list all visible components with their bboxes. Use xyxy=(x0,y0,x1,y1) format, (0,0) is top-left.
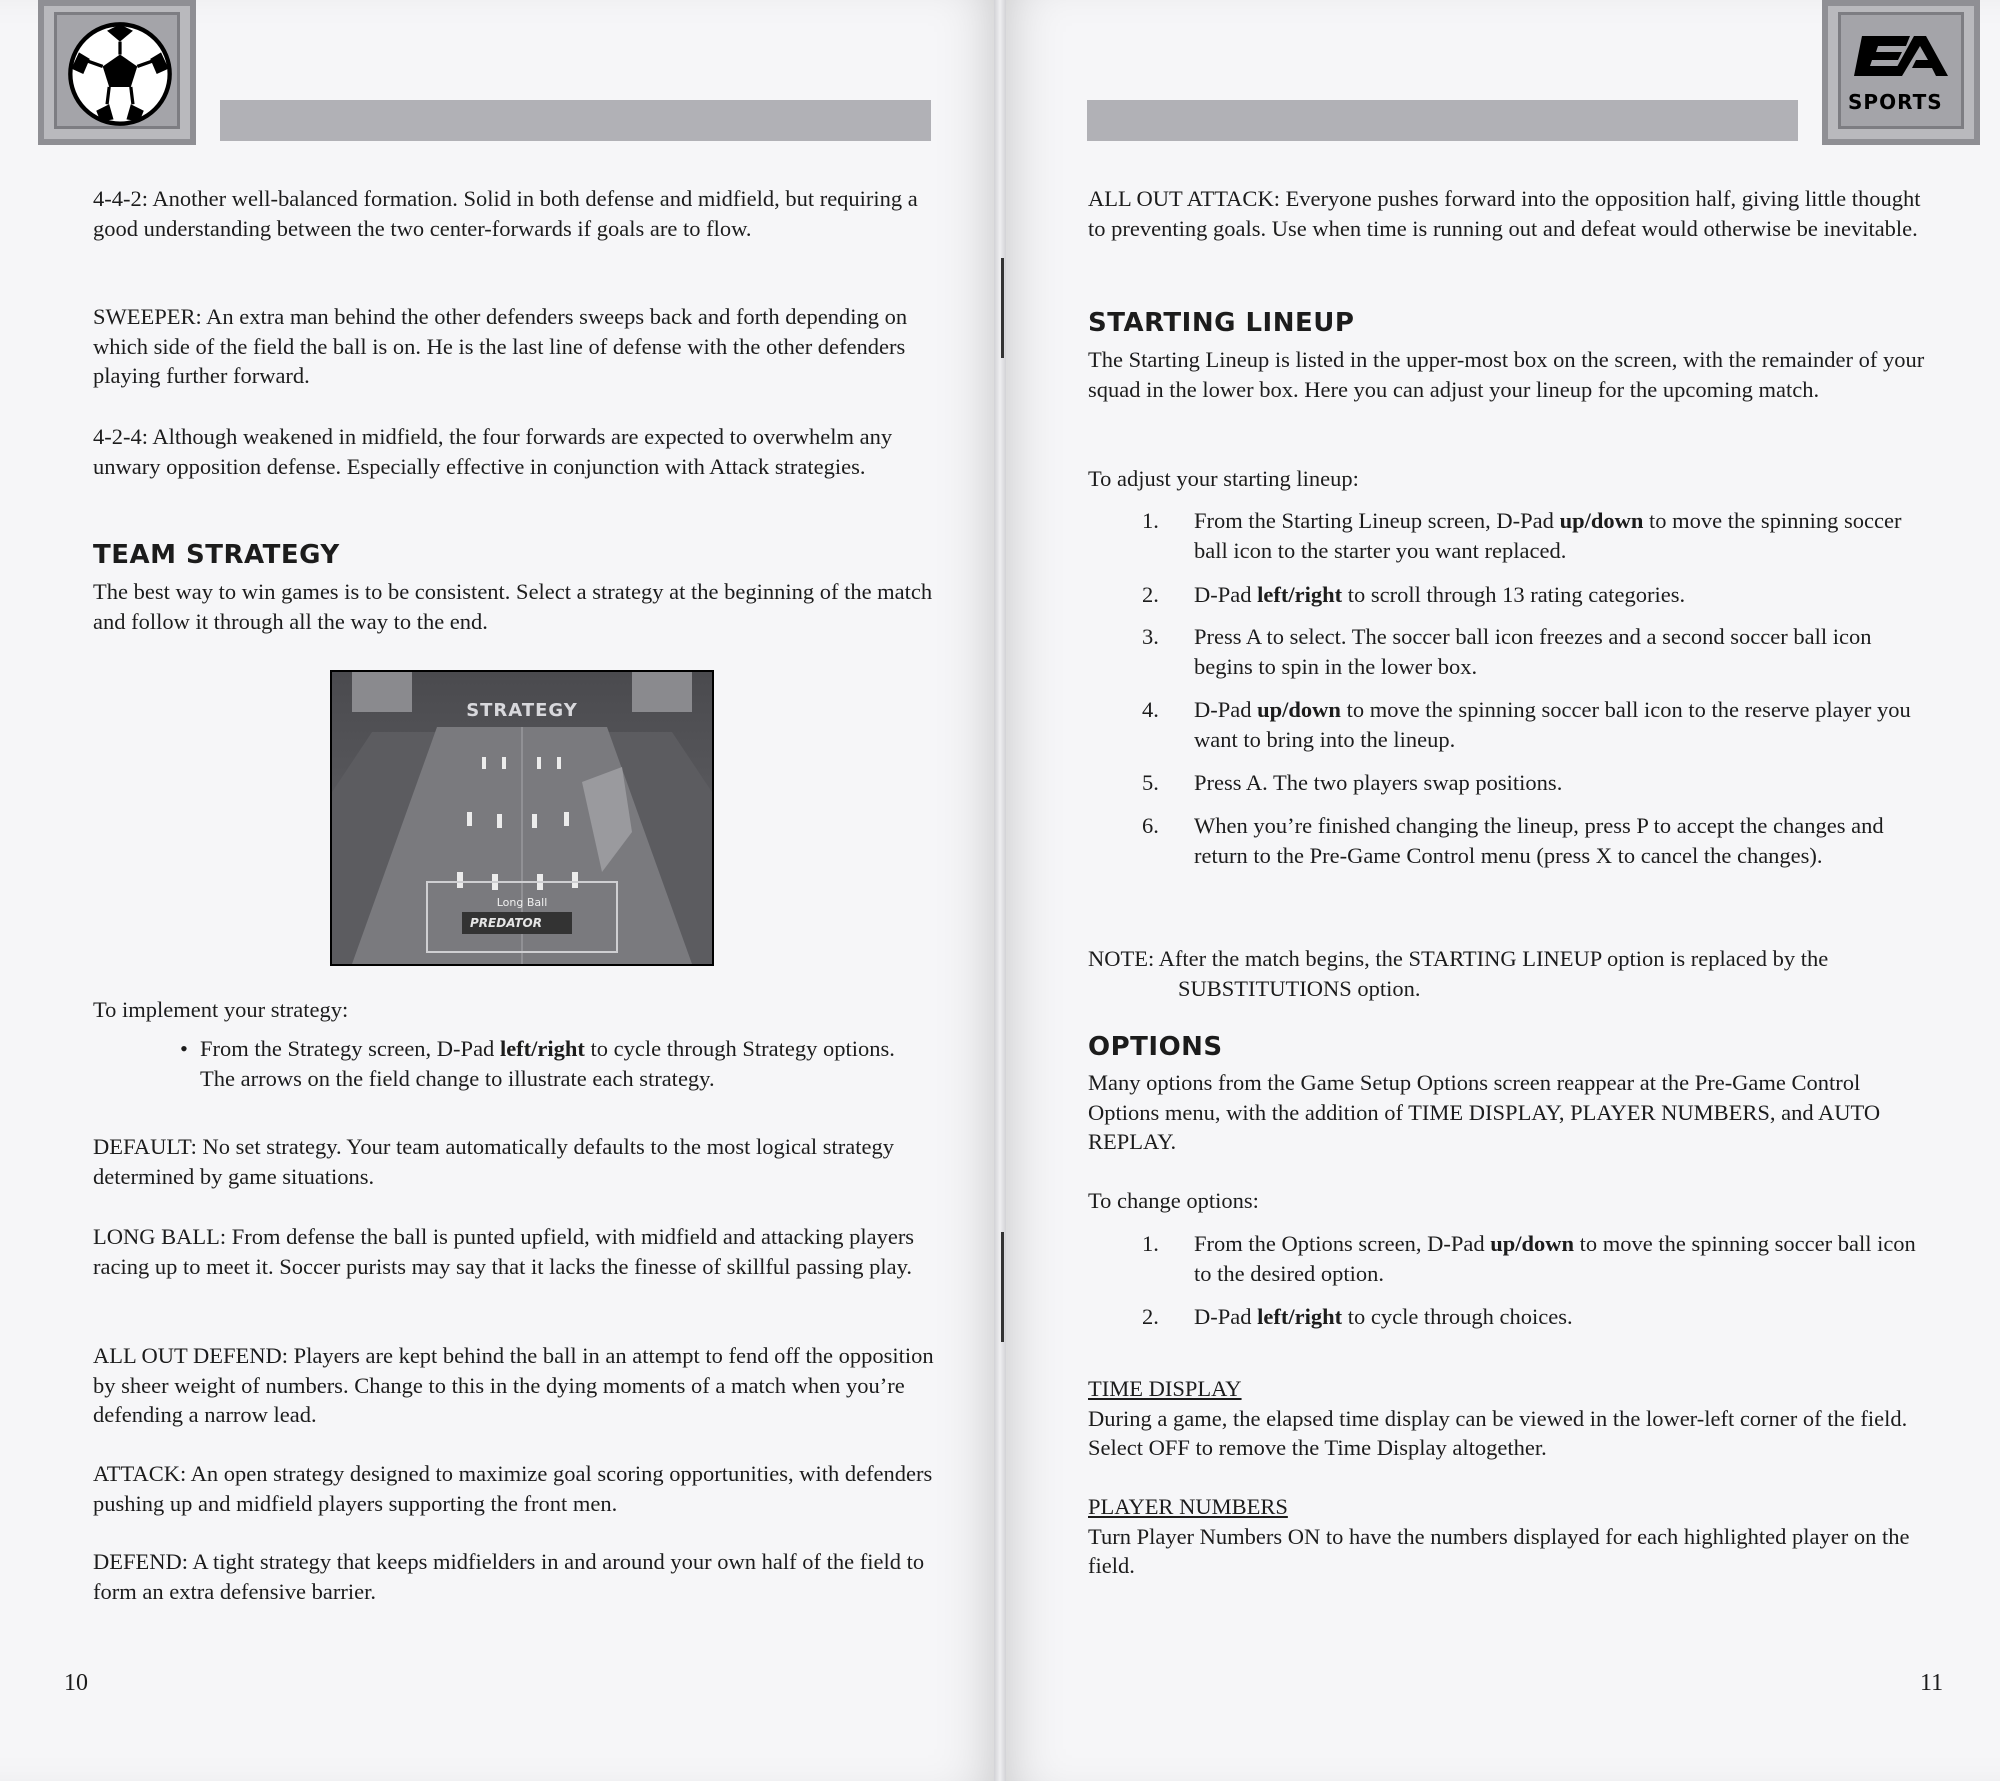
lineup-step-number: 3. xyxy=(1142,624,1159,649)
staple-top xyxy=(1001,258,1004,358)
options-step-text: D-Pad left/right to cycle through choices. xyxy=(1194,1304,1573,1329)
time-display-title: TIME DISPLAY xyxy=(1088,1376,1242,1401)
starting-lineup-lead: To adjust your starting lineup: xyxy=(1088,466,1359,491)
right-header-bar xyxy=(1087,100,1798,141)
lineup-step-number: 4. xyxy=(1142,697,1159,722)
left-header-bar xyxy=(220,100,931,141)
left-icon-box xyxy=(38,0,196,145)
screenshot-title: STRATEGY xyxy=(466,700,578,721)
screenshot-logo: PREDATOR xyxy=(470,916,542,930)
options-lead: To change options: xyxy=(1088,1188,1259,1213)
lineup-step-number: 5. xyxy=(1142,770,1159,795)
team-strategy-intro: The best way to win games is to be consistent. Select a strategy at the beginning of the match and follow it through all the way to the end. xyxy=(93,579,933,634)
implement-bullet: From the Strategy screen, D-Pad left/right to cycle through Strategy options. The arrows on the field change to illustrate each strategy. xyxy=(200,1036,895,1091)
strategy-defend: DEFEND: A tight strategy that keeps midfielders in and around your own half of the field to form an extra defensive barrier. xyxy=(93,1549,925,1604)
page-number-right: 11 xyxy=(1920,1670,1944,1696)
formation-4-4-2: 4-4-2: Another well-balanced formation. Solid in both defense and midfield, but requiring a good understanding between the two center-forwards if goals are to flow. xyxy=(93,186,918,241)
lineup-step-text: D-Pad left/right to scroll through 13 rating categories. xyxy=(1194,582,1686,607)
screenshot-caption: Long Ball xyxy=(496,896,548,909)
strategy-screenshot xyxy=(330,670,714,966)
player-numbers-text: Turn Player Numbers ON to have the numbers displayed for each highlighted player on the field. xyxy=(1088,1523,1910,1578)
lineup-note: NOTE: After the match begins, the STARTING LINEUP option is replaced by the SUBSTITUTIONS option. xyxy=(1088,946,1829,1001)
options-heading: OPTIONS xyxy=(1088,1032,1223,1062)
formation-4-2-4: 4-2-4: Although weakened in midfield, the four forwards are expected to overwhelm any unwary opposition defense. Especially effective in conjunction with Attack strategies. xyxy=(93,424,893,479)
strategy-all-out-attack: ALL OUT ATTACK: Everyone pushes forward into the opposition half, giving little thought to preventing goals. Use when time is running out and defeat would otherwise be inevitable. xyxy=(1088,186,1921,241)
right-logo-box xyxy=(1822,0,1980,145)
page-number-left: 10 xyxy=(64,1670,88,1696)
strategy-default: DEFAULT: No set strategy. Your team automatically defaults to the most logical strategy determined by game situations. xyxy=(93,1134,895,1189)
bullet-dot: • xyxy=(180,1036,188,1061)
lineup-step-text: D-Pad up/down to move the spinning soccer ball icon to the reserve player you want to bring into the lineup. xyxy=(1194,697,1911,752)
options-step-number: 2. xyxy=(1142,1304,1159,1329)
lineup-step-text: From the Starting Lineup screen, D-Pad up/down to move the spinning soccer ball icon to the starter you want replaced. xyxy=(1194,508,1902,563)
soccer-ball-icon xyxy=(66,20,174,128)
player-numbers-title: PLAYER NUMBERS xyxy=(1088,1494,1288,1519)
lineup-step-number: 2. xyxy=(1142,582,1159,607)
lineup-step-number: 1. xyxy=(1142,508,1159,533)
strategy-attack: ATTACK: An open strategy designed to maximize goal scoring opportunities, with defenders pushing up and midfield players supporting the front men. xyxy=(93,1461,933,1516)
lineup-step-text: When you’re finished changing the lineup, press P to accept the changes and return to the Pre-Game Control menu (press X to cancel the changes). xyxy=(1194,813,1884,868)
book-spine xyxy=(994,0,1006,1781)
options-step-number: 1. xyxy=(1142,1231,1159,1256)
options-step-text: From the Options screen, D-Pad up/down to move the spinning soccer ball icon to the desired option. xyxy=(1194,1231,1916,1286)
staple-bottom xyxy=(1001,1232,1004,1342)
lineup-step-text: Press A. The two players swap positions. xyxy=(1194,770,1563,795)
options-intro: Many options from the Game Setup Options screen reappear at the Pre-Game Control Options menu, with the addition of TIME DISPLAY, PLAYER NUMBERS, and AUTO REPLAY. xyxy=(1088,1070,1881,1154)
player-numbers-section xyxy=(1088,1492,1936,1581)
strategy-long-ball: LONG BALL: From defense the ball is punted upfield, with midfield and attacking players racing up to meet it. Soccer purists may say that it lacks the finesse of skillful passing play. xyxy=(93,1224,915,1279)
lineup-step-number: 6. xyxy=(1142,813,1159,838)
time-display-text: During a game, the elapsed time display can be viewed in the lower-left corner of the field. Select OFF to remove the Time Display altogether. xyxy=(1088,1405,1908,1460)
lineup-step-text: Press A to select. The soccer ball icon freezes and a second soccer ball icon begins to spin in the lower box. xyxy=(1194,624,1872,679)
implement-lead: To implement your strategy: xyxy=(93,997,349,1022)
starting-lineup-heading: STARTING LINEUP xyxy=(1088,308,1355,338)
sports-logo-text: SPORTS xyxy=(1848,90,1943,114)
ea-logo-icon xyxy=(1852,32,1952,84)
formation-sweeper: SWEEPER: An extra man behind the other defenders sweeps back and forth depending on which side of the field the ball is on. He is the last line of defense with the other defenders playing further forward. xyxy=(93,304,908,388)
time-display-section xyxy=(1088,1374,1936,1463)
strategy-all-out-defend: ALL OUT DEFEND: Players are kept behind the ball in an attempt to fend off the opposition by sheer weight of numbers. Change to this in the dying moments of a match when you’re defending a narrow lead. xyxy=(93,1343,934,1427)
starting-lineup-intro: The Starting Lineup is listed in the upper-most box on the screen, with the remainder of your squad in the lower box. Here you can adjust your lineup for the upcoming match. xyxy=(1088,347,1925,402)
team-strategy-heading: TEAM STRATEGY xyxy=(93,540,340,570)
